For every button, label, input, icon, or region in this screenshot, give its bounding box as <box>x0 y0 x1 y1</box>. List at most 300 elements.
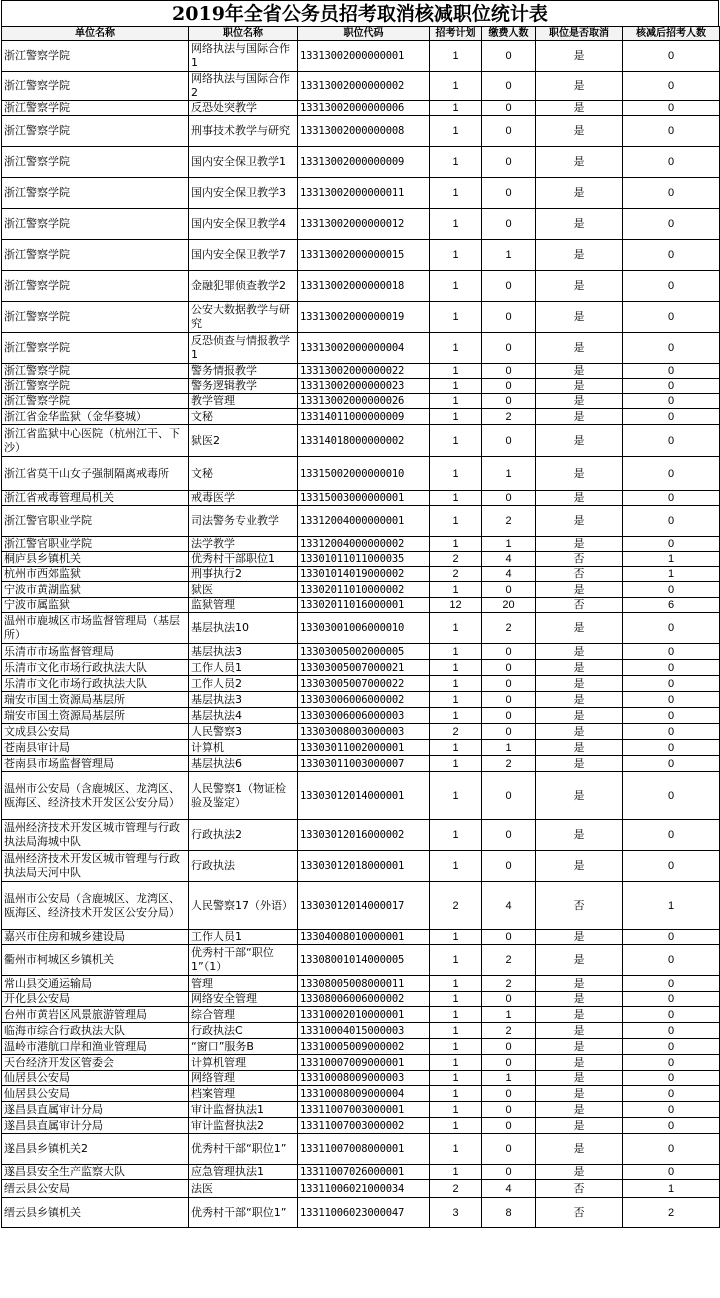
unit-cell: 温岭市港航口岸和渔业管理局 <box>2 1039 189 1055</box>
unit-cell: 常山县交通运输局 <box>2 976 189 992</box>
header-plan: 招考计划 <box>430 27 482 41</box>
paid-cell: 4 <box>482 882 536 930</box>
after-cell: 0 <box>623 708 720 724</box>
paid-cell: 0 <box>482 425 536 457</box>
code-cell: 13310008009000003 <box>298 1071 430 1086</box>
paid-cell: 0 <box>482 1086 536 1102</box>
cancel-cell: 是 <box>536 394 623 409</box>
plan-cell: 1 <box>430 425 482 457</box>
cancel-cell: 是 <box>536 72 623 101</box>
after-cell: 0 <box>623 101 720 116</box>
plan-cell: 1 <box>430 240 482 271</box>
cancel-cell: 是 <box>536 101 623 116</box>
position-cell: 优秀村干部“职位1” <box>189 1134 298 1165</box>
position-cell: 人民警察17（外语） <box>189 882 298 930</box>
code-cell: 13303006006000002 <box>298 692 430 708</box>
after-cell: 0 <box>623 72 720 101</box>
after-cell: 0 <box>623 740 720 756</box>
plan-cell: 1 <box>430 1071 482 1086</box>
table-row <box>2 1055 720 1071</box>
table-row <box>2 101 720 116</box>
position-cell: 戒毒医学 <box>189 491 298 506</box>
code-cell: 13313002000000022 <box>298 364 430 379</box>
cancel-cell: 是 <box>536 660 623 676</box>
header-cancel: 职位是否取消 <box>536 27 623 41</box>
paid-cell: 0 <box>482 644 536 660</box>
plan-cell: 1 <box>430 976 482 992</box>
unit-cell: 浙江警察学院 <box>2 178 189 209</box>
unit-cell: 浙江省金华监狱（金华婺城） <box>2 409 189 425</box>
plan-cell: 1 <box>430 491 482 506</box>
position-cell: 监狱管理 <box>189 598 298 613</box>
unit-cell: 桐庐县乡镇机关 <box>2 552 189 567</box>
cancel-cell: 是 <box>536 740 623 756</box>
position-cell: 行政执法C <box>189 1023 298 1039</box>
table-row <box>2 1165 720 1180</box>
position-cell: 基层执法4 <box>189 708 298 724</box>
position-cell: 教学管理 <box>189 394 298 409</box>
code-cell: 13303012014000001 <box>298 772 430 820</box>
position-cell: 网络管理 <box>189 1071 298 1086</box>
cancel-cell: 否 <box>536 1180 623 1198</box>
plan-cell: 1 <box>430 676 482 692</box>
code-cell: 13313002000000002 <box>298 72 430 101</box>
unit-cell: 宁波市黄湖监狱 <box>2 582 189 598</box>
position-cell: 刑事技术教学与研究 <box>189 116 298 147</box>
plan-cell: 1 <box>430 1023 482 1039</box>
unit-cell: 浙江警察学院 <box>2 116 189 147</box>
plan-cell: 1 <box>430 72 482 101</box>
after-cell: 1 <box>623 882 720 930</box>
cancel-cell: 否 <box>536 882 623 930</box>
plan-cell: 1 <box>430 394 482 409</box>
code-cell: 13313002000000011 <box>298 178 430 209</box>
plan-cell: 1 <box>430 1007 482 1023</box>
position-cell: 基层执法3 <box>189 692 298 708</box>
table-row <box>2 756 720 772</box>
paid-cell: 0 <box>482 1102 536 1118</box>
paid-cell: 8 <box>482 1198 536 1228</box>
after-cell: 0 <box>623 209 720 240</box>
plan-cell: 1 <box>430 772 482 820</box>
table-row <box>2 992 720 1007</box>
plan-cell: 1 <box>430 660 482 676</box>
cancel-cell: 是 <box>536 582 623 598</box>
unit-cell: 台州市黄岩区风景旅游管理局 <box>2 1007 189 1023</box>
code-cell: 13303011002000001 <box>298 740 430 756</box>
code-cell: 13303005007000022 <box>298 676 430 692</box>
position-cell: 金融犯罪侦查教学2 <box>189 271 298 302</box>
paid-cell: 0 <box>482 116 536 147</box>
after-cell: 0 <box>623 147 720 178</box>
code-cell: 13314011000000009 <box>298 409 430 425</box>
table-body <box>2 41 720 1228</box>
position-cell: 网络执法与国际合作1 <box>189 41 298 72</box>
paid-cell: 0 <box>482 1039 536 1055</box>
position-cell: 人民警察3 <box>189 724 298 740</box>
cancel-cell: 是 <box>536 1134 623 1165</box>
paid-cell: 0 <box>482 851 536 882</box>
after-cell: 0 <box>623 379 720 394</box>
table-row <box>2 302 720 333</box>
unit-cell: 宁波市属监狱 <box>2 598 189 613</box>
unit-cell: 浙江警察学院 <box>2 240 189 271</box>
after-cell: 0 <box>623 613 720 644</box>
cancel-cell: 是 <box>536 1102 623 1118</box>
plan-cell: 1 <box>430 930 482 945</box>
code-cell: 13312004000000002 <box>298 537 430 552</box>
header-position: 职位名称 <box>189 27 298 41</box>
plan-cell: 1 <box>430 756 482 772</box>
unit-cell: 遂昌县安全生产监察大队 <box>2 1165 189 1180</box>
unit-cell: 温州经济技术开发区城市管理与行政执法局海城中队 <box>2 820 189 851</box>
position-cell: 公安大数据教学与研究 <box>189 302 298 333</box>
code-cell: 13311007026000001 <box>298 1165 430 1180</box>
unit-cell: 温州市鹿城区市场监督管理局（基层所） <box>2 613 189 644</box>
plan-cell: 1 <box>430 409 482 425</box>
cancel-cell: 是 <box>536 756 623 772</box>
position-cell: 行政执法 <box>189 851 298 882</box>
table-row <box>2 692 720 708</box>
position-cell: 刑事执行2 <box>189 567 298 582</box>
paid-cell: 0 <box>482 992 536 1007</box>
position-cell: 狱医 <box>189 582 298 598</box>
code-cell: 13303005007000021 <box>298 660 430 676</box>
cancel-cell: 是 <box>536 772 623 820</box>
cancel-cell: 是 <box>536 506 623 537</box>
cancel-cell: 是 <box>536 1071 623 1086</box>
position-cell: 审计监督执法1 <box>189 1102 298 1118</box>
paid-cell: 4 <box>482 567 536 582</box>
after-cell: 0 <box>623 772 720 820</box>
code-cell: 13303012014000017 <box>298 882 430 930</box>
unit-cell: 浙江警察学院 <box>2 101 189 116</box>
paid-cell: 0 <box>482 72 536 101</box>
code-cell: 13303011003000007 <box>298 756 430 772</box>
unit-cell: 浙江警察学院 <box>2 147 189 178</box>
position-cell: “窗口”服务B <box>189 1039 298 1055</box>
paid-cell: 1 <box>482 240 536 271</box>
code-cell: 13315003000000001 <box>298 491 430 506</box>
unit-cell: 浙江警察学院 <box>2 302 189 333</box>
table-row <box>2 147 720 178</box>
code-cell: 13304008010000001 <box>298 930 430 945</box>
code-cell: 13303005002000005 <box>298 644 430 660</box>
plan-cell: 3 <box>430 1198 482 1228</box>
plan-cell: 1 <box>430 147 482 178</box>
after-cell: 0 <box>623 271 720 302</box>
after-cell: 0 <box>623 976 720 992</box>
table-title: 2019年全省公务员招考取消核减职位统计表 <box>1 0 719 26</box>
after-cell: 0 <box>623 1071 720 1086</box>
unit-cell: 苍南县审计局 <box>2 740 189 756</box>
plan-cell: 2 <box>430 1180 482 1198</box>
plan-cell: 1 <box>430 271 482 302</box>
table-row <box>2 820 720 851</box>
unit-cell: 浙江警察学院 <box>2 72 189 101</box>
code-cell: 13303012018000001 <box>298 851 430 882</box>
table-row <box>2 660 720 676</box>
unit-cell: 浙江警察学院 <box>2 41 189 72</box>
table-row <box>2 379 720 394</box>
paid-cell: 2 <box>482 976 536 992</box>
code-cell: 13308005008000011 <box>298 976 430 992</box>
table-row <box>2 708 720 724</box>
cancel-cell: 是 <box>536 676 623 692</box>
plan-cell: 1 <box>430 379 482 394</box>
plan-cell: 1 <box>430 1102 482 1118</box>
position-cell: 国内安全保卫教学4 <box>189 209 298 240</box>
unit-cell: 临海市综合行政执法大队 <box>2 1023 189 1039</box>
table-row <box>2 1198 720 1228</box>
paid-cell: 0 <box>482 101 536 116</box>
plan-cell: 2 <box>430 882 482 930</box>
cancel-cell: 是 <box>536 147 623 178</box>
table-row <box>2 1007 720 1023</box>
paid-cell: 0 <box>482 676 536 692</box>
after-cell: 0 <box>623 240 720 271</box>
plan-cell: 1 <box>430 708 482 724</box>
table-row <box>2 567 720 582</box>
plan-cell: 2 <box>430 552 482 567</box>
cancel-cell: 是 <box>536 930 623 945</box>
position-cell: 应急管理执法1 <box>189 1165 298 1180</box>
unit-cell: 浙江警察学院 <box>2 364 189 379</box>
after-cell: 0 <box>623 1165 720 1180</box>
plan-cell: 1 <box>430 851 482 882</box>
table-row <box>2 644 720 660</box>
unit-cell: 杭州市西郊监狱 <box>2 567 189 582</box>
plan-cell: 1 <box>430 820 482 851</box>
table-row <box>2 1023 720 1039</box>
paid-cell: 2 <box>482 945 536 976</box>
table-row <box>2 537 720 552</box>
cancel-cell: 是 <box>536 379 623 394</box>
position-cell: 计算机 <box>189 740 298 756</box>
paid-cell: 0 <box>482 772 536 820</box>
cancel-cell: 是 <box>536 271 623 302</box>
unit-cell: 浙江警察学院 <box>2 333 189 364</box>
position-cell: 文秘 <box>189 457 298 491</box>
position-cell: 文秘 <box>189 409 298 425</box>
unit-cell: 浙江省戒毒管理局机关 <box>2 491 189 506</box>
code-cell: 13311007003000001 <box>298 1102 430 1118</box>
after-cell: 0 <box>623 506 720 537</box>
position-cell: 计算机管理 <box>189 1055 298 1071</box>
cancel-cell: 是 <box>536 302 623 333</box>
unit-cell: 温州市公安局（含鹿城区、龙湾区、瓯海区、经济技术开发区公安分局） <box>2 882 189 930</box>
cancel-cell: 是 <box>536 945 623 976</box>
position-cell: 审计监督执法2 <box>189 1118 298 1134</box>
paid-cell: 0 <box>482 41 536 72</box>
code-cell: 13313002000000015 <box>298 240 430 271</box>
code-cell: 13313002000000023 <box>298 379 430 394</box>
table-row <box>2 1102 720 1118</box>
after-cell: 0 <box>623 1086 720 1102</box>
unit-cell: 瑞安市国土资源局基层所 <box>2 692 189 708</box>
after-cell: 0 <box>623 945 720 976</box>
plan-cell: 1 <box>430 582 482 598</box>
table-row <box>2 1086 720 1102</box>
paid-cell: 0 <box>482 147 536 178</box>
table-row <box>2 271 720 302</box>
position-cell: 法医 <box>189 1180 298 1198</box>
paid-cell: 1 <box>482 1007 536 1023</box>
position-cell: 司法警务专业教学 <box>189 506 298 537</box>
code-cell: 13303012016000002 <box>298 820 430 851</box>
table-row <box>2 209 720 240</box>
after-cell: 0 <box>623 457 720 491</box>
paid-cell: 0 <box>482 1118 536 1134</box>
table-row <box>2 116 720 147</box>
position-cell: 国内安全保卫教学1 <box>189 147 298 178</box>
paid-cell: 0 <box>482 178 536 209</box>
after-cell: 0 <box>623 302 720 333</box>
position-cell: 综合管理 <box>189 1007 298 1023</box>
plan-cell: 1 <box>430 945 482 976</box>
position-cell: 行政执法2 <box>189 820 298 851</box>
plan-cell: 1 <box>430 457 482 491</box>
paid-cell: 0 <box>482 333 536 364</box>
table-row <box>2 613 720 644</box>
position-cell: 国内安全保卫教学3 <box>189 178 298 209</box>
table-row <box>2 1118 720 1134</box>
unit-cell: 文成县公安局 <box>2 724 189 740</box>
unit-cell: 遂昌县直属审计分局 <box>2 1102 189 1118</box>
paid-cell: 2 <box>482 409 536 425</box>
table-row <box>2 178 720 209</box>
header-unit: 单位名称 <box>2 27 189 41</box>
position-cell: 法学教学 <box>189 537 298 552</box>
position-cell: 档案管理 <box>189 1086 298 1102</box>
plan-cell: 1 <box>430 1165 482 1180</box>
header-code: 职位代码 <box>298 27 430 41</box>
paid-cell: 0 <box>482 660 536 676</box>
unit-cell: 瑞安市国土资源局基层所 <box>2 708 189 724</box>
plan-cell: 1 <box>430 101 482 116</box>
cancel-cell: 是 <box>536 333 623 364</box>
unit-cell: 浙江警察学院 <box>2 379 189 394</box>
unit-cell: 浙江警察学院 <box>2 209 189 240</box>
after-cell: 0 <box>623 1055 720 1071</box>
header-after: 核减后招考人数 <box>623 27 720 41</box>
code-cell: 13313002000000006 <box>298 101 430 116</box>
unit-cell: 衢州市柯城区乡镇机关 <box>2 945 189 976</box>
after-cell: 0 <box>623 116 720 147</box>
code-cell: 13313002000000019 <box>298 302 430 333</box>
cancel-cell: 是 <box>536 976 623 992</box>
after-cell: 0 <box>623 1039 720 1055</box>
table-row <box>2 598 720 613</box>
after-cell: 0 <box>623 425 720 457</box>
unit-cell: 温州市公安局（含鹿城区、龙湾区、瓯海区、经济技术开发区公安分局） <box>2 772 189 820</box>
code-cell: 13310008009000004 <box>298 1086 430 1102</box>
code-cell: 13303006006000003 <box>298 708 430 724</box>
paid-cell: 0 <box>482 364 536 379</box>
cancel-cell: 否 <box>536 598 623 613</box>
table-row <box>2 1180 720 1198</box>
plan-cell: 1 <box>430 1055 482 1071</box>
position-cell: 警务情报教学 <box>189 364 298 379</box>
paid-cell: 2 <box>482 506 536 537</box>
paid-cell: 0 <box>482 820 536 851</box>
code-cell: 13315002000000010 <box>298 457 430 491</box>
after-cell: 0 <box>623 409 720 425</box>
table-row <box>2 457 720 491</box>
after-cell: 6 <box>623 598 720 613</box>
position-cell: 人民警察1（物证检验及鉴定） <box>189 772 298 820</box>
position-cell: 网络安全管理 <box>189 992 298 1007</box>
code-cell: 13310004015000003 <box>298 1023 430 1039</box>
paid-cell: 2 <box>482 1023 536 1039</box>
table-row <box>2 582 720 598</box>
cancel-cell: 否 <box>536 1198 623 1228</box>
paid-cell: 0 <box>482 930 536 945</box>
cancel-cell: 是 <box>536 1039 623 1055</box>
paid-cell: 0 <box>482 724 536 740</box>
after-cell: 0 <box>623 491 720 506</box>
after-cell: 0 <box>623 1007 720 1023</box>
after-cell: 0 <box>623 1023 720 1039</box>
unit-cell: 浙江省监狱中心医院（杭州江干、下沙） <box>2 425 189 457</box>
code-cell: 13313002000000018 <box>298 271 430 302</box>
unit-cell: 仙居县公安局 <box>2 1071 189 1086</box>
cancel-cell: 是 <box>536 1055 623 1071</box>
code-cell: 13310002010000001 <box>298 1007 430 1023</box>
table-row <box>2 1071 720 1086</box>
unit-cell: 浙江警察学院 <box>2 271 189 302</box>
table-row <box>2 882 720 930</box>
table-row <box>2 740 720 756</box>
paid-cell: 1 <box>482 1071 536 1086</box>
after-cell: 0 <box>623 676 720 692</box>
code-cell: 13313002000000009 <box>298 147 430 178</box>
paid-cell: 0 <box>482 302 536 333</box>
plan-cell: 2 <box>430 724 482 740</box>
after-cell: 0 <box>623 537 720 552</box>
after-cell: 1 <box>623 567 720 582</box>
cancel-cell: 否 <box>536 567 623 582</box>
cancel-cell: 是 <box>536 708 623 724</box>
position-cell: 优秀村干部“职位1” <box>189 1198 298 1228</box>
code-cell: 13313002000000012 <box>298 209 430 240</box>
paid-cell: 1 <box>482 740 536 756</box>
plan-cell: 1 <box>430 1134 482 1165</box>
unit-cell: 浙江警官职业学院 <box>2 537 189 552</box>
cancel-cell: 是 <box>536 1007 623 1023</box>
plan-cell: 1 <box>430 41 482 72</box>
position-cell: 优秀村干部“职位1”（1） <box>189 945 298 976</box>
unit-cell: 苍南县市场监督管理局 <box>2 756 189 772</box>
paid-cell: 20 <box>482 598 536 613</box>
paid-cell: 1 <box>482 537 536 552</box>
paid-cell: 0 <box>482 209 536 240</box>
position-cell: 工作人员1 <box>189 930 298 945</box>
table-row <box>2 930 720 945</box>
after-cell: 0 <box>623 333 720 364</box>
after-cell: 0 <box>623 41 720 72</box>
header-paid: 缴费人数 <box>482 27 536 41</box>
paid-cell: 0 <box>482 692 536 708</box>
cancel-cell: 是 <box>536 613 623 644</box>
paid-cell: 2 <box>482 756 536 772</box>
after-cell: 0 <box>623 992 720 1007</box>
paid-cell: 0 <box>482 394 536 409</box>
table-row <box>2 333 720 364</box>
plan-cell: 1 <box>430 364 482 379</box>
unit-cell: 遂昌县直属审计分局 <box>2 1118 189 1134</box>
cancel-cell: 是 <box>536 724 623 740</box>
